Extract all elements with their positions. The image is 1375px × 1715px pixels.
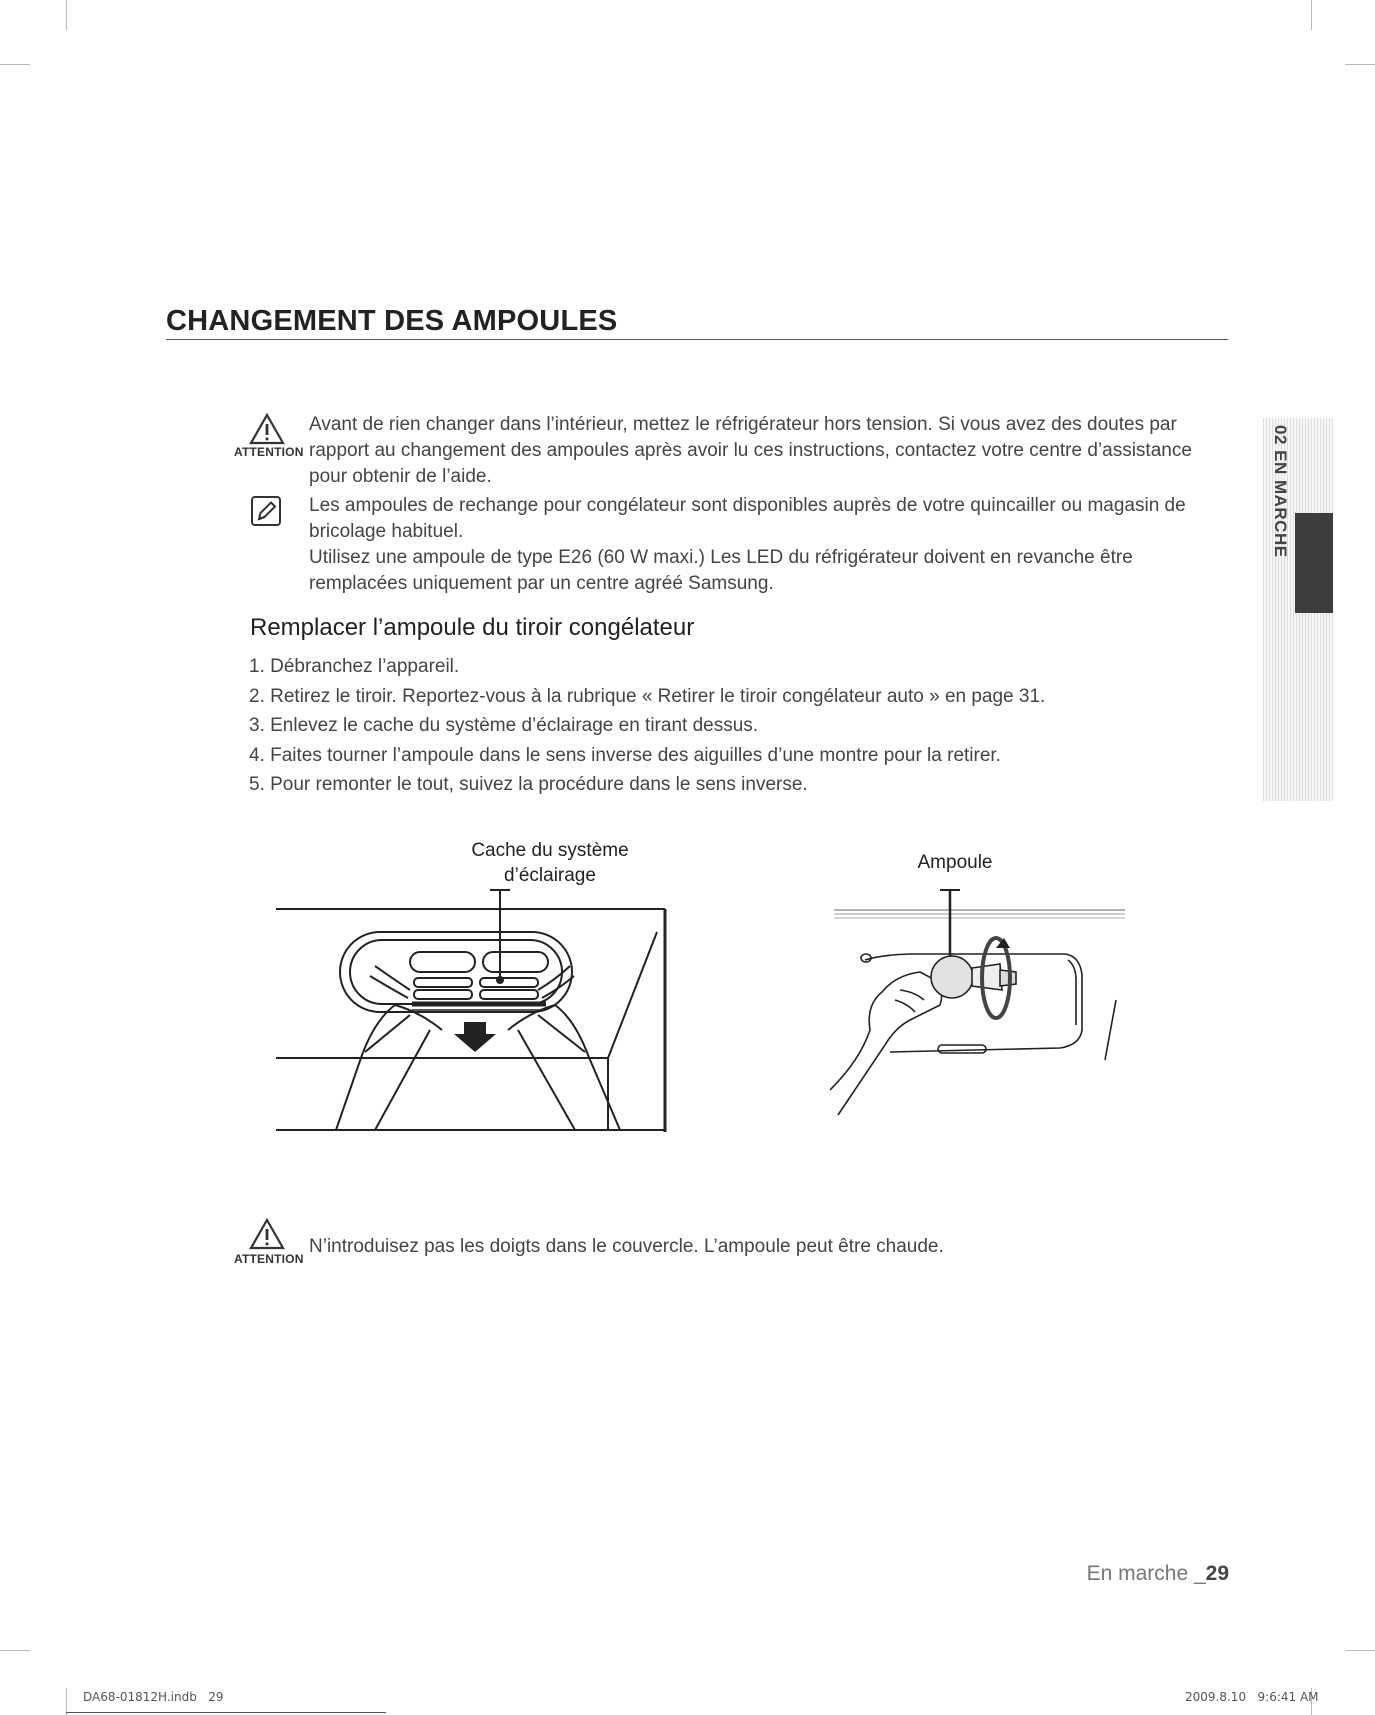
section-title: Remplacer l’ampoule du tiroir congélateur: [250, 614, 695, 641]
chapter-tab-marker: [1295, 513, 1333, 613]
list-item: 2. Retirez le tiroir. Reportez-vous à la rubrique « Retirer le tiroir congélateur auto » en page 31.: [249, 685, 1046, 707]
crop-mark: [1345, 64, 1375, 65]
figure-label-cover: Cache du système d’éclairage: [471, 840, 629, 886]
list-item: 4. Faites tourner l’ampoule dans le sens inverse des aiguilles d’une montre pour la retirer.: [249, 744, 1001, 766]
list-item: 5. Pour remonter le tout, suivez la procédure dans le sens inverse.: [249, 774, 808, 795]
figure-label-bulb: Ampoule: [917, 852, 993, 873]
crop-mark: [0, 1650, 30, 1651]
list-item: 3. Enlevez le cache du système d’éclairage en tirant dessus.: [249, 715, 759, 736]
crop-mark: [1311, 0, 1312, 30]
list-item: 1. Débranchez l’appareil.: [249, 656, 460, 677]
print-timestamp: 2009.8.10 9:6:41 AM: [1185, 1690, 1319, 1704]
note-pencil-icon: [250, 495, 282, 532]
footer-rule: [66, 1712, 386, 1713]
attention-label: ATTENTION: [234, 445, 304, 459]
crop-mark: [1345, 1650, 1375, 1651]
page-title: CHANGEMENT DES AMPOULES: [166, 305, 618, 337]
warning-text: Avant de rien changer dans l’intérieur, mettez le réfrigérateur hors tension. Si vous avez des doutes par rapport au changement des ampoules après avoir lu ces instructions, contactez votre centre d’assistance pour obtenir de l’aide.: [309, 414, 1192, 487]
print-file-name: DA68-01812H.indb 29: [83, 1690, 224, 1704]
crop-mark: [0, 64, 30, 65]
warning-triangle-icon: [248, 1218, 286, 1255]
attention-label: ATTENTION: [234, 1252, 304, 1266]
illustration-light-cover: [270, 880, 670, 1135]
note-paragraph: Les ampoules de rechange pour congélateur sont disponibles auprès de votre quincailler ou magasin de bricolage habituel.: [309, 495, 1186, 542]
note-paragraph: Utilisez une ampoule de type E26 (60 W maxi.) Les LED du réfrigérateur doivent en revanche être remplacées uniquement par un centre agréé Samsung.: [309, 547, 1133, 594]
page-number: En marche _29: [1086, 1562, 1229, 1585]
crop-mark: [66, 0, 67, 30]
title-underline: [166, 339, 1228, 340]
chapter-tab-label: 02 EN MARCHE: [1271, 425, 1290, 558]
crop-mark: [66, 1688, 67, 1715]
illustration-bulb: [800, 880, 1130, 1120]
steps-list: [249, 652, 1045, 800]
warning-text: N’introduisez pas les doigts dans le couvercle. L’ampoule peut être chaude.: [309, 1236, 944, 1257]
